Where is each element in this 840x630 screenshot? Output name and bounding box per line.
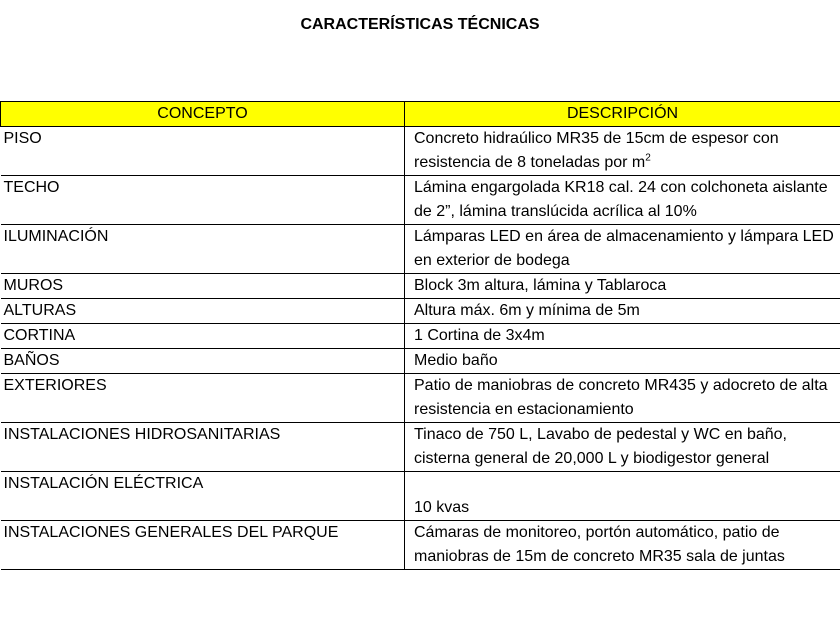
table-row	[1, 521, 840, 570]
concept-cell: ALTURAS	[1, 299, 405, 324]
concept-cell: INSTALACIÓN ELÉCTRICA	[1, 472, 405, 521]
description-cell: Patio de maniobras de concreto MR435 y adocreto de alta resistencia en estacionamiento	[405, 374, 840, 423]
concept-cell: MUROS	[1, 274, 405, 299]
description-cell	[405, 127, 840, 176]
table-row	[1, 472, 840, 521]
description-cell: 1 Cortina de 3x4m	[405, 324, 840, 349]
table-row	[1, 225, 840, 274]
blank-line	[414, 472, 839, 496]
specifications-table	[0, 101, 840, 570]
concept-cell: EXTERIORES	[1, 374, 405, 423]
table-row	[1, 299, 840, 324]
table-row	[1, 127, 840, 176]
description-cell: Lámina engargolada KR18 cal. 24 con colchoneta aislante de 2”, lámina translúcida acrílica al 10%	[405, 176, 840, 225]
description-cell: Cámaras de monitoreo, portón automático, patio de maniobras de 15m de concreto MR35 sala de juntas	[405, 521, 840, 570]
table-row	[1, 274, 840, 299]
concept-cell: BAÑOS	[1, 349, 405, 374]
table-row	[1, 374, 840, 423]
concept-cell: PISO	[1, 127, 405, 176]
concept-cell: ILUMINACIÓN	[1, 225, 405, 274]
description-text: Concreto hidraúlico MR35 de 15cm de espesor con resistencia de 8 toneladas por m	[414, 130, 779, 171]
description-cell: Altura máx. 6m y mínima de 5m	[405, 299, 840, 324]
page-title: CARACTERÍSTICAS TÉCNICAS	[300, 16, 540, 33]
table-header-row	[1, 102, 840, 127]
description-cell	[405, 472, 840, 521]
table-row	[1, 176, 840, 225]
concept-cell: TECHO	[1, 176, 405, 225]
table-row	[1, 324, 840, 349]
description-cell: Tinaco de 750 L, Lavabo de pedestal y WC en baño, cisterna general de 20,000 L y biodigestor general	[405, 423, 840, 472]
concept-column-header: CONCEPTO	[1, 102, 405, 127]
description-cell: Lámparas LED en área de almacenamiento y lámpara LED en exterior de bodega	[405, 225, 840, 274]
table-row	[1, 349, 840, 374]
concept-cell: INSTALACIONES GENERALES DEL PARQUE	[1, 521, 405, 570]
concept-cell: INSTALACIONES HIDROSANITARIAS	[1, 423, 405, 472]
concept-cell: CORTINA	[1, 324, 405, 349]
description-column-header: DESCRIPCIÓN	[405, 102, 840, 127]
description-cell: Medio baño	[405, 349, 840, 374]
table-row	[1, 423, 840, 472]
superscript: 2	[645, 152, 651, 164]
description-text: 10 kvas	[414, 499, 470, 516]
description-cell: Block 3m altura, lámina y Tablaroca	[405, 274, 840, 299]
